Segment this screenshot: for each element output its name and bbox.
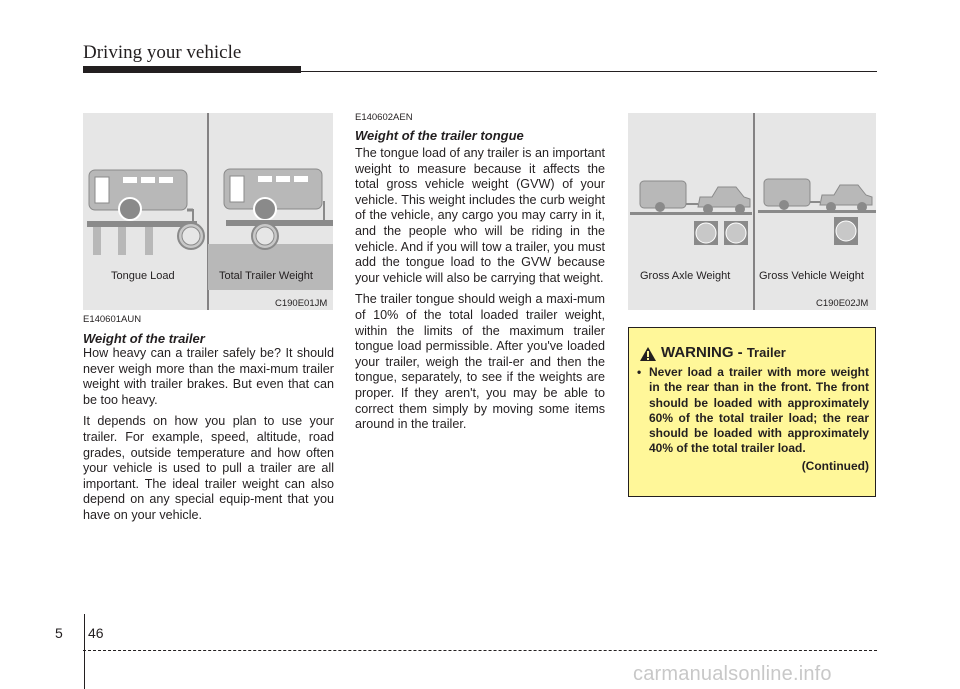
warning-continued: (Continued) [801, 458, 869, 473]
section-number: 5 [55, 625, 63, 641]
fig1-right-caption: Total Trailer Weight [219, 270, 313, 282]
section-heading: Weight of the trailer [83, 331, 205, 346]
footer-divider [84, 614, 85, 689]
header-line [301, 71, 877, 72]
paragraph: The trailer tongue should weigh a maxi-mum of 10% of the total loaded trailer weight, within the limits of the maximum trailer tongue load permissible. After you've loaded your trailer, weigh the trail-er and then the tongue, separately, to see if the weights are proper. If they aren't, you may be able to correct them simply by moving some items around in the trailer. [355, 292, 605, 432]
warning-title-text: WARNING - [661, 344, 747, 361]
fig2-code: C190E02JM [816, 298, 869, 309]
footer-line [83, 650, 877, 652]
column-weight-of-tongue [355, 112, 605, 439]
figure-trailer-weighing [83, 113, 333, 310]
page-number: 46 [88, 625, 104, 641]
paragraph: How heavy can a trailer safely be? It should never weigh more than the maxi-mum trailer weight with trailer brakes. But even that can be too heavy. [83, 346, 334, 407]
warning-body [637, 365, 869, 474]
header-title: Driving your vehicle [83, 42, 242, 63]
column-weight-of-trailer [83, 314, 334, 530]
warning-title [661, 344, 786, 361]
header-bar [83, 66, 301, 73]
watermark: carmanualsonline.info [633, 663, 832, 685]
paragraph: It depends on how you plan to use your trailer. For example, speed, altitude, road grades, outside temperature and how often your vehicle is used to pull a trailer are all important. The ideal trailer weight can also depend on any special equip-ment that you have on your vehicle. [83, 414, 334, 522]
warning-box [628, 327, 876, 497]
fig2-left-caption: Gross Axle Weight [640, 270, 731, 282]
warning-triangle-icon [639, 346, 657, 362]
warning-subtitle: Trailer [746, 345, 786, 360]
figure-vehicle-weighing [628, 113, 876, 310]
section-heading: Weight of the trailer tongue [355, 128, 524, 143]
fig2-right-caption: Gross Vehicle Weight [759, 270, 864, 282]
fig1-code: C190E01JM [275, 298, 328, 309]
section-code: E140601AUN [83, 314, 142, 325]
section-code: E140602AEN [355, 112, 413, 123]
fig1-left-caption: Tongue Load [111, 270, 175, 282]
paragraph: The tongue load of any trailer is an important weight to measure because it affects the total gross vehicle weight (GVW) of your vehicle. This weight includes the curb weight of the vehicle, any cargo you may carry in it, and the people who will be riding in the vehicle. And if you will tow a trailer, you must add the tongue load to the GVW because your vehicle will also be carrying that weight. [355, 146, 605, 285]
warning-item: • Never load a trailer with more weight in the rear than in the front. The front should be loaded with approximately 60% of the total trailer load; the rear should be loaded with approximately 40% of the total trailer load. [637, 365, 869, 457]
